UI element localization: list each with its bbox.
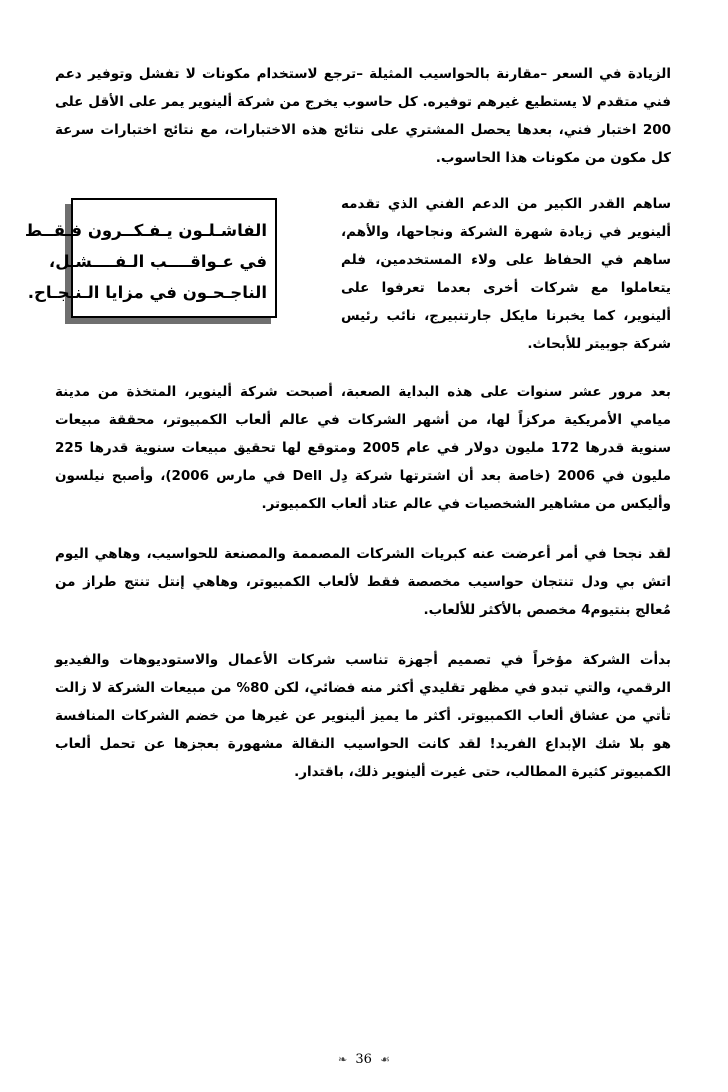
page-number: 36	[355, 1052, 372, 1067]
paragraph-company-growth: بعد مرور عشر سنوات على هذه البداية الصعبة، أصبحت شركة ألينوير، المتخذة من مدينة ميامي الأمريكية مركزاً لها، من أشهر الشركات في عالم ألعاب الكمبيوتر، محققة مبيعات سنوية قدرها 172 مليون دولار في عام 2005 ومتوقع لها تحقيق مبيعات سنوية قدرها 225 مليون في 2006 (خاصة بعد أن اشترتها شركة دِل Dell في مارس 2006)، وأصبح نيلسون وأليكس من مشاهير الشخصيات في عالم عتاد ألعاب الكمبيوتر.	[55, 384, 672, 512]
pull-quote-line: الفاشـلـون يـفـكــرون فـقــط	[24, 220, 267, 240]
paragraph-industry-impact: لقد نجحا في أمر أعرضت عنه كبريات الشركات المصممة والمصنعة للحواسيب، وهاهي اليوم اتش بي ودل تنتجان حواسيب مخصصة فقط لألعاب الكمبيوتر، وهاهي إنتل تنتج طراز من مُعالج بنتيوم4 مخصص بالأكثر للألعاب.	[55, 546, 671, 618]
paragraph-new-products: بدأت الشركة مؤخراً في تصميم أجهزة تناسب شركات الأعمال والاستوديوهات والفيديو الرقمي، والتي تبدو في مظهر تقليدي أكثر منه فضائي، لكن 80% من مبيعات الشركة لا زالت تأتي من عشاق ألعاب الكمبيوتر. أكثر ما يميز ألينوير عن غيرها من خضم الشركات المنافسة هو بلا شك الإبداع الفريد! لقد كانت الحواسيب النقالة مشهورة بعجزها عن تحمل ألعاب الكمبيوتر كثيرة المطالب، حتى غيرت ألينوير ذلك، باقتدار.	[55, 652, 671, 780]
pull-quote-line: في عـواقــــب الـفــــشـل،	[48, 251, 267, 271]
document-page	[24, 60, 672, 1060]
support-section	[24, 190, 671, 358]
ornament-icon: ☙	[380, 1053, 390, 1066]
pull-quote-line: الناجـحـون في مزايا الـنـجـاح.	[27, 282, 267, 302]
paragraph-price-quality: الزيادة في السعر –مقارنة بالحواسيب المثيلة –ترجع لاستخدام مكونات لا تفشل وتوفير دعم فني متقدم لا يستطيع غيرهم توفيره. كل حاسوب يخرج من شركة ألينوير يمر على الأقل على 200 اختبار فني، بعدها يحصل المشتري على نتائج هذه الاختبارات، مع نتائج اختبارات سرعة كل مكون من مكونات هذا الحاسوب.	[55, 66, 671, 166]
ornament-icon: ❧	[338, 1053, 348, 1066]
paragraph-technical-support: ساهم القدر الكبير من الدعم الفني الذي تقدمه ألينوير في زيادة شهرة الشركة ونجاحها، والأهم، ساهم في الحفاظ على ولاء المستخدمين، فلم يتعاملوا مع شركات أخرى بعدما تعرفوا على ألينوير، كما يخبرنا مايكل جارتنبيرج، نائب رئيس شركة جوبيتر للأبحاث.	[341, 196, 671, 352]
page-number-footer	[0, 1052, 728, 1067]
pull-quote	[24, 198, 277, 318]
pull-quote-box	[24, 198, 277, 318]
